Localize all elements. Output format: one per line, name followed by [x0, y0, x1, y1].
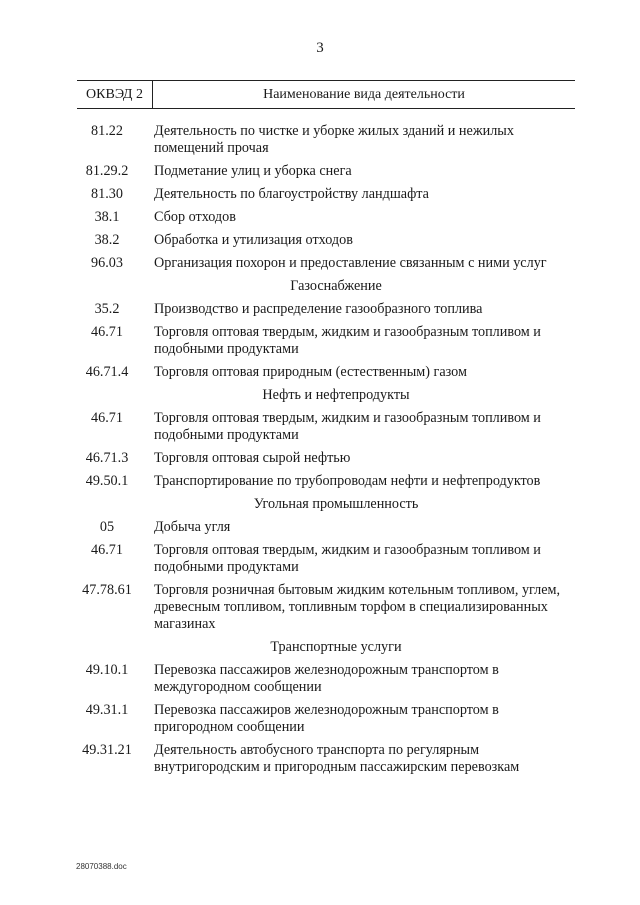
activity-name: Подметание улиц и уборка снега [154, 163, 352, 179]
activity-name: Деятельность по чистке и уборке жилых зданий и нежилых помещений прочая [154, 123, 514, 156]
table-row [77, 123, 575, 157]
table-row [77, 364, 575, 381]
activity-code: 38.1 [94, 209, 120, 225]
activity-table [77, 80, 575, 782]
table-row [77, 410, 575, 444]
table-row [77, 742, 575, 776]
file-name: 28070388.doc [76, 862, 127, 871]
activity-code: 81.30 [91, 186, 123, 202]
activity-code: 81.29.2 [85, 163, 129, 179]
activity-name: Торговля оптовая природным (естественным) газом [154, 364, 467, 380]
activity-name: Транспортирование по трубопроводам нефти и нефтепродуктов [154, 473, 541, 489]
section-heading: Угольная промышленность [253, 496, 419, 512]
activity-code: 46.71 [91, 410, 123, 426]
table-row [77, 301, 575, 318]
activity-name: Сбор отходов [154, 209, 236, 225]
table-row [77, 209, 575, 226]
header-code: ОКВЭД 2 [77, 81, 153, 108]
activity-name: Торговля розничная бытовым жидким котельным топливом, углем, древесным топливом, топливным торфом в специализированных магазинах [154, 582, 561, 632]
activity-name: Добыча угля [154, 519, 231, 535]
table-row [77, 255, 575, 272]
activity-code: 47.78.61 [82, 582, 132, 598]
activity-code: 38.2 [94, 232, 120, 248]
table-row [77, 232, 575, 249]
activity-code: 05 [99, 519, 115, 535]
activity-name: Перевозка пассажиров железнодорожным транспортом в междугородном сообщении [154, 662, 499, 695]
activity-name: Торговля оптовая твердым, жидким и газообразным топливом и подобными продуктами [154, 542, 541, 575]
activity-code: 46.71 [91, 542, 123, 558]
activity-name: Торговля оптовая твердым, жидким и газообразным топливом и подобными продуктами [154, 410, 541, 443]
header-name: Наименование вида деятельности [263, 86, 465, 102]
section-heading: Нефть и нефтепродукты [262, 387, 410, 403]
table-row [77, 542, 575, 576]
section-heading: Транспортные услуги [270, 639, 402, 655]
table-row [77, 163, 575, 180]
activity-name: Деятельность автобусного транспорта по регулярным внутригородским и пригородным пассажирским перевозкам [154, 742, 520, 775]
table-row [77, 662, 575, 696]
table-body [77, 123, 575, 776]
activity-code: 46.71 [91, 324, 123, 340]
activity-name: Перевозка пассажиров железнодорожным транспортом в пригородном сообщении [154, 702, 499, 735]
activity-code: 46.71.4 [85, 364, 129, 380]
table-row [77, 324, 575, 358]
table-row [77, 582, 575, 633]
table-row [77, 186, 575, 203]
section-heading: Газоснабжение [290, 278, 382, 294]
page-number: 3 [316, 40, 324, 56]
activity-code: 81.22 [91, 123, 123, 139]
table-row [77, 473, 575, 490]
activity-code: 46.71.3 [85, 450, 129, 466]
table-row [77, 450, 575, 467]
activity-name: Организация похорон и предоставление связанным с ними услуг [154, 255, 547, 271]
activity-code: 49.31.1 [85, 702, 129, 718]
activity-code: 49.50.1 [85, 473, 129, 489]
activity-name: Деятельность по благоустройству ландшафта [154, 186, 429, 202]
table-header [77, 80, 575, 109]
activity-name: Торговля оптовая твердым, жидким и газообразным топливом и подобными продуктами [154, 324, 541, 357]
activity-name: Торговля оптовая сырой нефтью [154, 450, 351, 466]
activity-name: Обработка и утилизация отходов [154, 232, 353, 248]
activity-name: Производство и распределение газообразного топлива [154, 301, 483, 317]
table-row [77, 519, 575, 536]
activity-code: 49.31.21 [82, 742, 132, 758]
table-row [77, 702, 575, 736]
activity-code: 35.2 [94, 301, 120, 317]
activity-code: 49.10.1 [85, 662, 129, 678]
activity-code: 96.03 [91, 255, 123, 271]
